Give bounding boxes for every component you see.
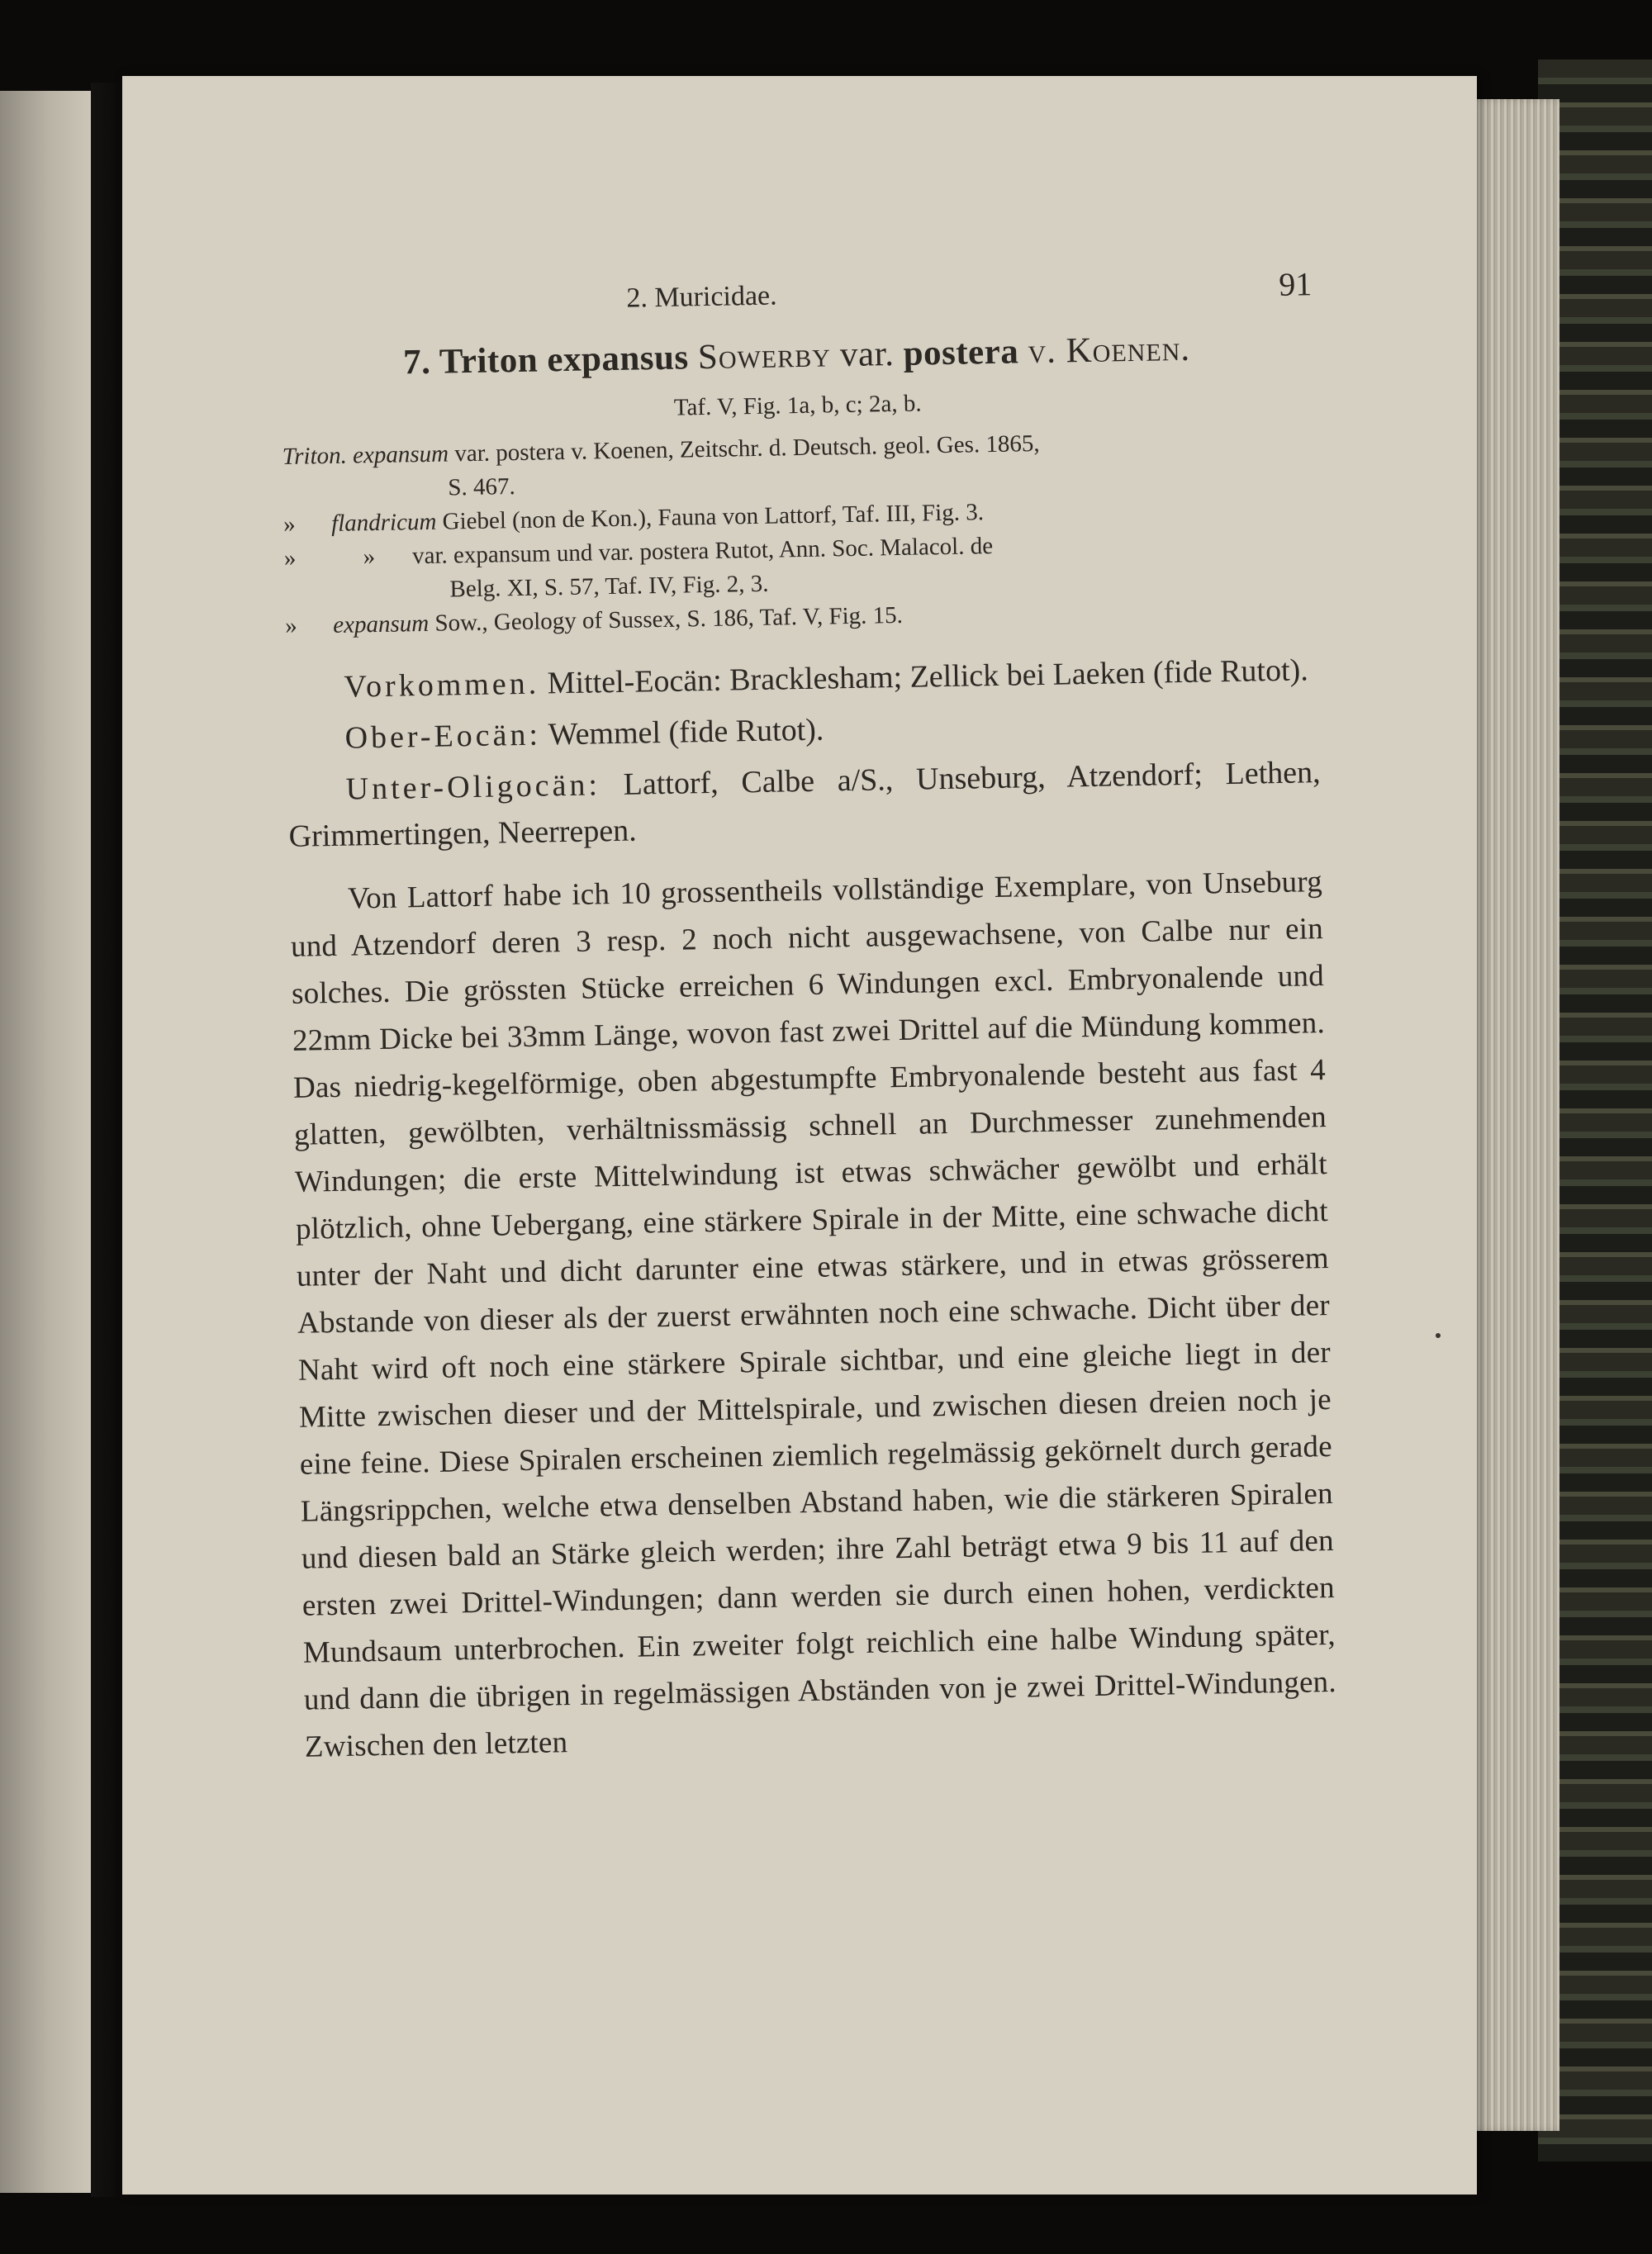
synonym-mark: » [284, 612, 298, 639]
species-number: 7. [402, 342, 431, 382]
occurrence-middle-eocene: Mittel-Eocän: Bracklesham; Zellick bei Laeken (fide Rutot). [547, 652, 1309, 701]
synonym-text: var. expansum und var. postera Rutot, Ann. Soc. Malacol. de [411, 532, 994, 570]
synonym-text: var. postera v. Koenen, Zeitschr. d. Deutsch. geol. Ges. 1865, [454, 429, 1040, 467]
synonym-text: Giebel (non de Kon.), Fauna von Lattorf, Taf. III, Fig. 3. [442, 499, 985, 535]
species-author: Sowerby [697, 335, 832, 377]
left-page-edge [0, 91, 97, 2193]
synonym-mark: » [283, 544, 297, 572]
book-gutter [91, 83, 124, 2197]
variety-author: v. Koenen. [1028, 329, 1191, 372]
synonym-ditto: » [363, 543, 376, 571]
occurrence-upper-text: Wemmel (fide Rutot). [548, 712, 824, 752]
species-name: Triton expansus [439, 338, 690, 382]
species-heading [280, 326, 1313, 385]
synonym-name: flandricum [330, 508, 437, 537]
synonymy-list [282, 422, 1317, 643]
occurrence-label-lower: Unter-Oligocän: [345, 767, 601, 807]
synonym-continuation: Belg. XI, S. 57, Taf. IV, Fig. 2, 3. [449, 570, 769, 603]
occurrence-label: Vorkommen. [344, 666, 540, 705]
occurrence-lower-text: Lattorf, Calbe a/S., Unseburg, Atzendorf; Lethen, Grimmertingen, Neerrepen. [288, 755, 1321, 854]
ink-speck [1436, 1333, 1441, 1338]
running-head [279, 264, 1313, 321]
book-page [122, 76, 1477, 2195]
plate-reference: Taf. V, Fig. 1a, b, c; 2a, b. [673, 390, 922, 421]
page-content [279, 264, 1337, 1771]
section-title: 2. Muricidae. [626, 280, 777, 314]
synonym-text: Sow., Geology of Sussex, S. 186, Taf. V, Fig. 15. [434, 601, 904, 637]
synonym-continuation: S. 467. [448, 473, 516, 501]
synonym-name: expansum [332, 610, 430, 638]
occurrence-label-upper: Ober-Eocän: [344, 717, 542, 756]
occurrence-lower-oligocene [287, 749, 1322, 860]
description-paragraph: Von Lattorf habe ich 10 grossentheils vollständige Exemplare, von Unseburg und Atzendorf deren 3 resp. 2 noch nicht ausgewachsene, von Calbe nur ein solches. Die grössten Stücke erreichen 6 Windungen excl. Embryonalende und 22mm Dicke bei 33mm Länge, wovon fast zwei Drittel auf die Mündung kommen. Das niedrig-kegelförmige, oben abgestumpfte Embryonalende besteht aus fast 4 glatten, gewölbten, verhältnissmässig schnell an Durchmesser zunehmenden Windungen; die erste Mittelwindung ist etwas schwächer gewölbt und erhält plötzlich, ohne Uebergang, eine stärkere Spirale in der Mitte, eine schwache dicht unter der Naht und dicht darunter eine etwas stärkere, und in etwas grösserem Abstande von dieser als der zuerst erwähnten noch eine schwache. Dicht über der Naht wird oft noch eine stärkere Spirale sichtbar, und eine gleiche liegt in der Mitte zwischen dieser und der Mittelspirale, und zwischen diesen dreien noch je eine feine. Diese Spiralen erscheinen ziemlich regelmässig gekörnelt durch gerade Längsrippchen, welche etwa denselben Abstand haben, wie die stärkeren Spiralen und diesen bald an Stärke gleich werden; ihre Zahl beträgt etwa 9 bis 11 auf den ersten zwei Drittel-Windungen; dann werden sie durch einen hohen, verdickten Mundsaum unterbrochen. Ein zweiter folgt reichlich eine halbe Windung später, und dann die übrigen in regelmässigen Abständen von je zwei Drittel-Windungen. Zwischen den letzten [290, 865, 1337, 1764]
variety-name: postera [903, 332, 1019, 373]
page-number: 91 [1278, 265, 1313, 303]
variety-label: var. [839, 335, 895, 375]
synonym-name: Triton. expansum [282, 440, 449, 470]
synonym-mark: » [282, 510, 296, 538]
